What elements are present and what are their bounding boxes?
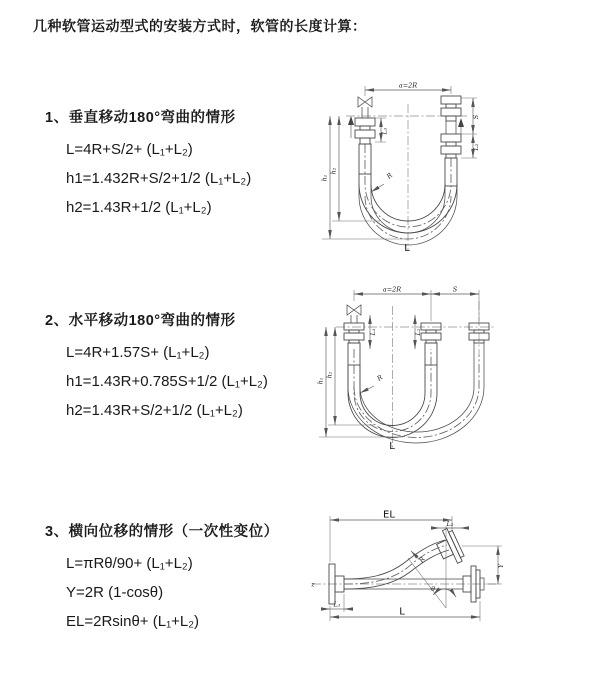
right-fitting-positions <box>441 96 461 186</box>
dim-label-l2: L₂ <box>446 520 454 528</box>
valve-icon <box>358 97 372 118</box>
hose-u-bends <box>348 349 484 443</box>
dim-label-stroke: S <box>452 285 458 294</box>
dim-label-width: a=2R <box>382 285 402 294</box>
dim-label-h2: h₂ <box>325 371 334 379</box>
section-3-heading: 3、横向位移的情形（一次性变位） <box>45 524 279 540</box>
formula-h2: h2=1.43R+S/2+1/2 (L₁+L₂) <box>66 402 243 419</box>
formula-length: L=πRθ/90+ (L₁+L₂) <box>66 555 193 572</box>
section-vertical-movement <box>45 106 251 222</box>
dim-label-length: L <box>404 243 410 254</box>
section-1-heading: 1、垂直移动180°弯曲的情形 <box>45 110 236 126</box>
dim-label-width: a=2R <box>398 81 418 90</box>
dim-label-radius: R <box>385 171 395 181</box>
formula-y: Y=2R (1-cosθ) <box>66 584 164 601</box>
diagram-lateral-displacement <box>300 506 560 641</box>
dimensions <box>310 510 505 622</box>
dim-label-radius: R <box>375 373 385 383</box>
dim-label-l1: L₁ <box>380 127 389 135</box>
dim-label-length: L <box>389 441 395 452</box>
hose-s-curve-displaced <box>344 540 449 589</box>
angle-construction <box>408 526 456 608</box>
dim-label-h1: h₁ <box>316 377 325 385</box>
formula-h1: h1=1.432R+S/2+1/2 (L₁+L₂) <box>66 170 252 187</box>
diagram-vertical-180-bend <box>308 76 528 256</box>
dim-label-theta: θ <box>431 585 435 593</box>
dim-label-y: Y <box>497 563 505 569</box>
dim-label-l1: L₁ <box>333 600 341 609</box>
valve-icon <box>347 305 361 323</box>
page-title: 几种软管运动型式的安装方式时，软管的长度计算： <box>33 18 367 34</box>
section-lateral-displacement <box>45 520 279 636</box>
dim-label-stroke: S <box>472 114 480 120</box>
section-horizontal-movement <box>45 309 268 425</box>
dim-label-l2: L₂ <box>414 328 422 336</box>
section-2-heading: 2、水平移动180°弯曲的情形 <box>45 313 236 329</box>
formula-h1: h1=1.43R+0.785S+1/2 (L₁+L₂) <box>66 373 268 390</box>
upper-right-flange <box>432 527 465 568</box>
movement-arrow-icon <box>348 116 354 125</box>
break-mark: z <box>311 580 315 589</box>
dim-label-radius: R <box>417 555 427 565</box>
formula-h2: h2=1.43R+1/2 (L₁+L₂) <box>66 199 212 216</box>
dim-label-h1: h₁ <box>320 174 329 182</box>
formula-length: L=4R+S/2+ (L₁+L₂) <box>66 141 193 158</box>
dim-label-length: L <box>399 606 405 618</box>
dim-label-l1: L₁ <box>369 328 377 336</box>
movement-arrow-icon <box>458 118 464 127</box>
dim-label-l2: L₂ <box>472 143 480 151</box>
formula-el: EL=2Rsinθ+ (L₁+L₂) <box>66 613 200 630</box>
dim-label-h2: h₂ <box>329 167 338 175</box>
formula-length: L=4R+1.57S+ (L₁+L₂) <box>66 344 210 361</box>
diagram-horizontal-180-bend <box>308 281 538 453</box>
dim-label-el: EL <box>383 509 395 521</box>
